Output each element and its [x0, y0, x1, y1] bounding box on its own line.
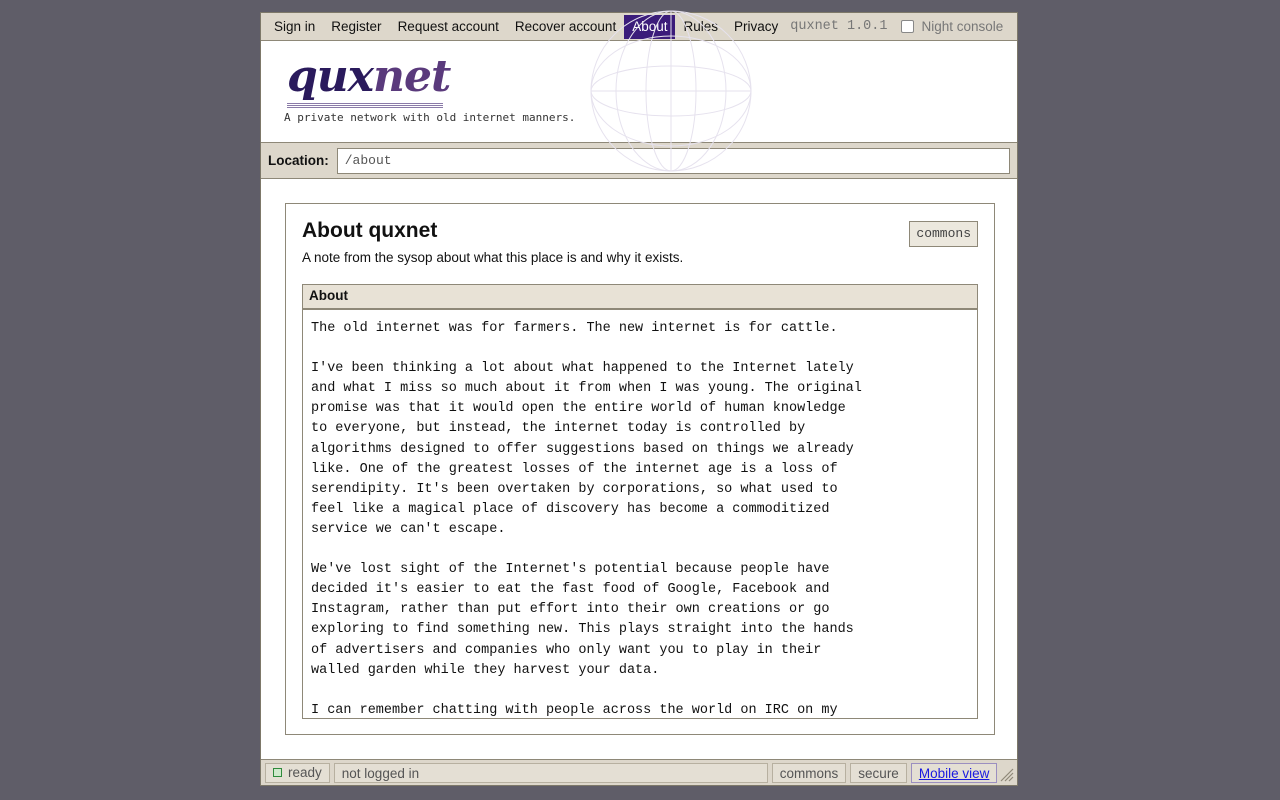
status-ready-label: ready: [288, 764, 322, 780]
location-label: Location:: [268, 153, 329, 168]
site-tagline: A private network with old internet manners.: [284, 111, 576, 124]
menu-about[interactable]: About: [624, 15, 675, 39]
status-bar: [261, 759, 1017, 785]
night-console-toggle[interactable]: [901, 19, 1003, 34]
site-logo[interactable]: [287, 51, 450, 102]
resize-grip-icon[interactable]: [998, 766, 1014, 782]
night-console-label: Night console: [921, 19, 1004, 34]
page-subtitle: A note from the sysop about what this place is and why it exists.: [302, 250, 684, 265]
status-space: commons: [772, 763, 847, 783]
menu-request-account[interactable]: Request account: [397, 18, 499, 34]
main-window: [260, 12, 1018, 786]
menu-rules[interactable]: Rules: [683, 18, 718, 34]
site-header: [261, 41, 1017, 143]
about-text[interactable]: The old internet was for farmers. The new internet is for cattle. I've been thinking a lot about what happened to the Internet lately and what I miss so much about it from when I was young. The original promise was that it would open the entire world of human knowledge to everyone, but instead, the internet today is controlled by algorithms designed to offer suggestions based on things we already like. One of the greatest losses of the internet age is a loss of serendipity. It's been overtaken by corporations, so what used to feel like a magical place of discovery has become a commoditized service we can't escape. We've lost sight of the Internet's potential because people have decided it's easier to eat the fast food of Google, Facebook and Instagram, rather than put effort into their own creations or go exploring to find something new. This plays straight into the hands of advertisers and companies who only want you to play in their walled garden while they harvest your data. I can remember chatting with people across the world on IRC on my: [311, 321, 862, 718]
menu-recover-account[interactable]: Recover account: [514, 18, 617, 34]
globe-watermark-icon: [591, 31, 771, 181]
mobile-view-link[interactable]: Mobile view: [911, 763, 998, 783]
logo-text-qux: qux: [287, 51, 373, 102]
about-panel: [285, 203, 995, 735]
night-console-checkbox[interactable]: [901, 20, 914, 33]
status-security: secure: [850, 763, 907, 783]
space-tag[interactable]: commons: [909, 221, 978, 247]
about-box: [302, 284, 978, 719]
location-input[interactable]: /about: [337, 148, 1010, 174]
menu-register[interactable]: Register: [331, 18, 382, 34]
logo-text-net: net: [373, 51, 451, 102]
version-label: quxnet 1.0.1: [790, 19, 888, 34]
about-box-title: About: [303, 285, 977, 310]
status-indicator-icon: [273, 768, 282, 777]
menu-sign-in[interactable]: Sign in: [274, 18, 316, 34]
logo-underline: [287, 103, 443, 109]
menu-privacy[interactable]: Privacy: [734, 18, 779, 34]
status-ready: [265, 763, 330, 783]
status-login: not logged in: [334, 763, 768, 783]
page-title: About quxnet: [302, 219, 438, 242]
